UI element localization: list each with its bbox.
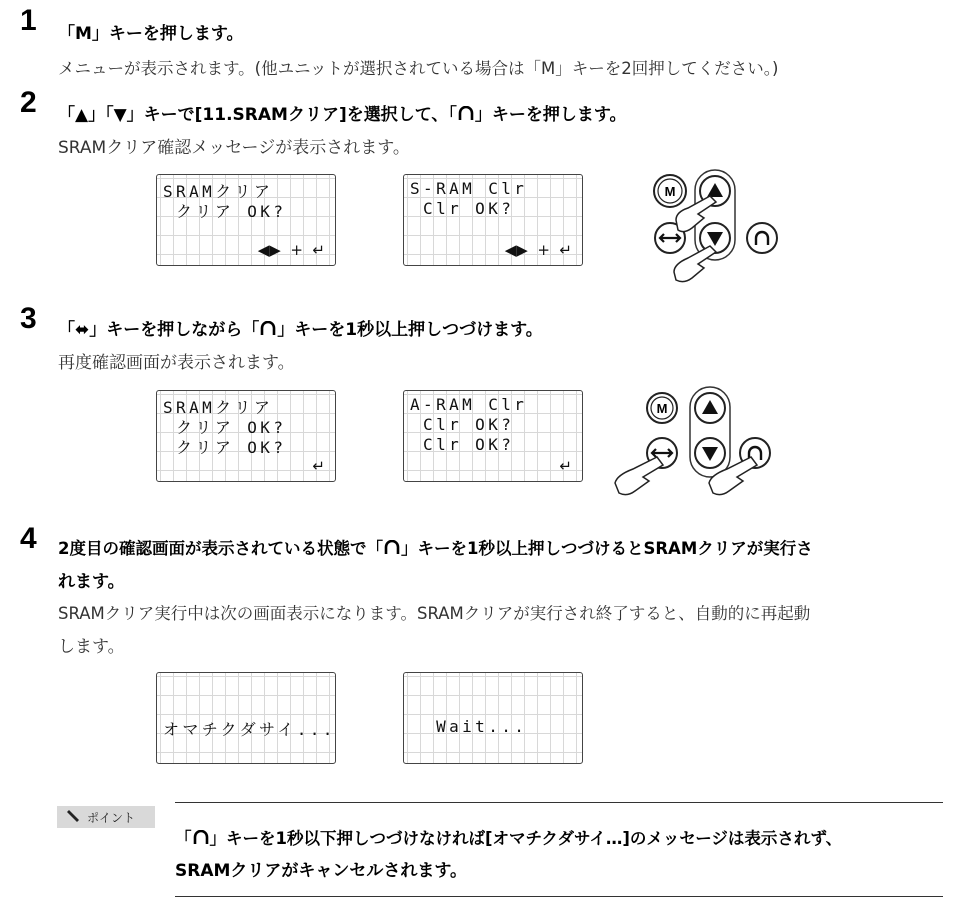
step-3-heading-pre: 「⬌」キーを押しながら「 — [58, 320, 260, 340]
enter-key-icon — [192, 830, 210, 846]
lcd-line: A-RAM Clr — [410, 395, 528, 414]
lcd-symbols: ◀▶ + ↵ — [257, 241, 325, 259]
keypad-illustration-step2 — [640, 168, 790, 283]
lcd-screen-en — [403, 174, 583, 266]
svg-text:M: M — [656, 401, 668, 416]
step-1-number: 1 — [20, 4, 37, 37]
step-2-heading-pre: 「▲」「▼」キーで[11.SRAMクリア]を選択して、「 — [58, 105, 457, 125]
enter-key-icon — [457, 106, 475, 122]
step-3-body: 再度確認画面が表示されます。 — [58, 353, 295, 373]
lcd-line: オマチクダサイ... — [163, 720, 336, 739]
step-2-number: 2 — [20, 86, 37, 119]
step-4-heading-pre: 2度目の確認画面が表示されている状態で「 — [58, 539, 383, 558]
lcd-screen-en — [403, 672, 583, 764]
m-key-icon — [647, 393, 677, 423]
step-4-number: 4 — [20, 522, 37, 555]
point-badge — [57, 806, 155, 828]
lcd-screen-en — [403, 390, 583, 482]
point-line-1 — [175, 825, 842, 849]
lcd-line: SRAMクリア — [163, 398, 274, 417]
step-4-body-line1: SRAMクリア実行中は次の画面表示になります。SRAMクリアが実行され終了すると、自動的に再起動 — [58, 604, 811, 623]
lcd-screen-jp — [156, 672, 336, 764]
step-2-heading-post: 」キーを押します。 — [474, 105, 627, 125]
lcd-line: Wait... — [410, 717, 528, 736]
lcd-screen-jp — [156, 174, 336, 266]
step-3-heading — [58, 315, 543, 340]
step-3-heading-post: 」キーを1秒以上押しつづけます。 — [277, 320, 543, 340]
lcd-line: Clr OK? — [410, 415, 515, 434]
lcd-line: S-RAM Clr — [410, 179, 528, 198]
enter-key-icon — [259, 321, 277, 337]
step-4-heading — [58, 535, 813, 559]
step-2-body: SRAMクリア確認メッセージが表示されます。 — [58, 138, 410, 158]
pointing-hand-icon — [615, 457, 757, 495]
step-4-body-line2: します。 — [58, 637, 125, 657]
up-key-icon — [695, 393, 725, 423]
point-bottom-rule — [175, 896, 943, 897]
point-top-rule — [175, 802, 943, 803]
pencil-icon — [65, 810, 81, 824]
svg-text:M: M — [664, 184, 676, 199]
point-line1-post: 」キーを1秒以下押しつづけなければ[オマチクダサイ…]のメッセージは表示されず、 — [209, 829, 843, 848]
lcd-symbols: ↵ — [312, 457, 325, 475]
point-line1-pre: 「 — [175, 829, 192, 848]
enter-key-icon — [383, 540, 401, 556]
lcd-symbols: ↵ — [559, 457, 572, 475]
lcd-line: Clr OK? — [410, 199, 515, 218]
step-4-heading-line2: れます。 — [58, 572, 125, 592]
step-4-heading-post: 」キーを1秒以上押しつづけるとSRAMクリアが実行さ — [400, 539, 813, 558]
step-3-number: 3 — [20, 302, 37, 335]
lcd-line: クリア OK? — [163, 202, 287, 221]
m-key-icon — [654, 175, 686, 207]
lcd-line: Clr OK? — [410, 435, 515, 454]
lcd-line: クリア OK? — [163, 418, 287, 437]
lcd-screen-jp — [156, 390, 336, 482]
step-1-heading: 「M」キーを押します。 — [58, 24, 244, 44]
enter-key-icon — [747, 223, 777, 253]
down-key-icon — [695, 438, 725, 468]
lcd-line: クリア OK? — [163, 438, 287, 457]
step-1-body: メニューが表示されます。(他ユニットが選択されている場合は「M」キーを2回押してください。) — [58, 59, 779, 78]
point-line-2: SRAMクリアがキャンセルされます。 — [175, 861, 468, 881]
step-2-heading — [58, 100, 627, 125]
lcd-symbols: ◀▶ + ↵ — [504, 241, 572, 259]
lcd-line: SRAMクリア — [163, 182, 274, 201]
keypad-illustration-step3 — [605, 385, 785, 500]
point-badge-label: ポイント — [87, 810, 136, 825]
